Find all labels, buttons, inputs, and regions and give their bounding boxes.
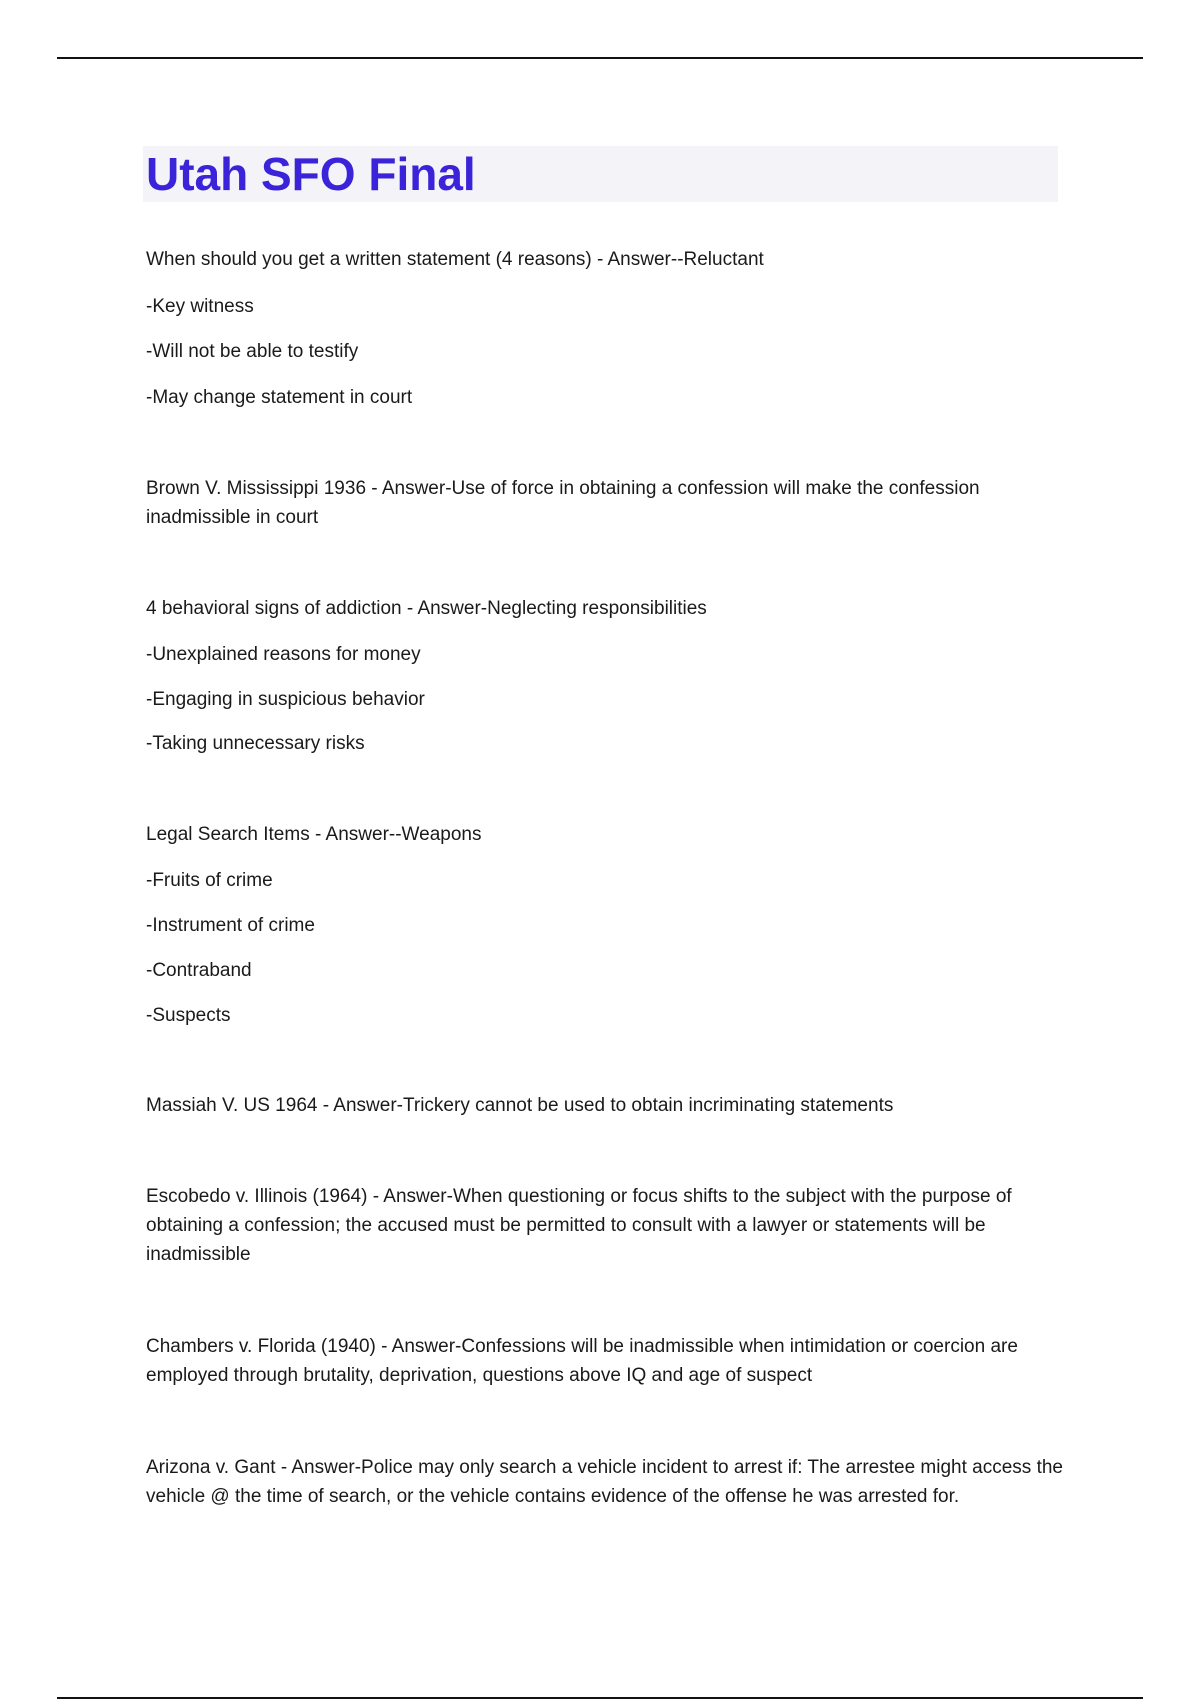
entry-addiction-signs-item: -Taking unnecessary risks (146, 733, 365, 754)
entry-addiction-signs-item: -Engaging in suspicious behavior (146, 689, 425, 710)
entry-written-statement-item: -Will not be able to testify (146, 341, 359, 362)
entry-written-statement-question: When should you get a written statement (4 reasons) - Answer--Reluctant (146, 249, 764, 270)
entry-legal-search-item: -Suspects (146, 1005, 231, 1026)
entry-arizona-v-gant: Arizona v. Gant - Answer-Police may only search a vehicle incident to arrest if: The arrestee might access the vehicle @ the time of search, or the vehicle contains evidence of the offense he was arrested for. (146, 1457, 1063, 1507)
footer-rule (57, 1697, 1143, 1699)
entry-escobedo-v-illinois: Escobedo v. Illinois (1964) - Answer-When questioning or focus shifts to the subject with the purpose of obtaining a confession; the accused must be permitted to consult with a lawyer or statements will be inadmissible (146, 1186, 1012, 1265)
header-rule (57, 57, 1143, 59)
entry-legal-search-item: -Fruits of crime (146, 870, 273, 891)
entry-massiah-v-us: Massiah V. US 1964 - Answer-Trickery cannot be used to obtain incriminating statements (146, 1095, 894, 1116)
entry-addiction-signs-question: 4 behavioral signs of addiction - Answer-Neglecting responsibilities (146, 598, 707, 619)
page-title: Utah SFO Final (146, 148, 476, 200)
entry-written-statement-item: -May change statement in court (146, 387, 413, 408)
entry-chambers-v-florida: Chambers v. Florida (1940) - Answer-Confessions will be inadmissible when intimidation or coercion are employed through brutality, deprivation, questions above IQ and age of suspect (146, 1336, 1018, 1386)
entry-brown-v-mississippi: Brown V. Mississippi 1936 - Answer-Use of force in obtaining a confession will make the confession inadmissible in court (146, 478, 980, 528)
entry-legal-search-question: Legal Search Items - Answer--Weapons (146, 824, 482, 845)
entry-addiction-signs-item: -Unexplained reasons for money (146, 644, 421, 665)
entry-legal-search-item: -Contraband (146, 960, 252, 981)
entry-written-statement-item: -Key witness (146, 296, 254, 317)
entry-legal-search-item: -Instrument of crime (146, 915, 315, 936)
